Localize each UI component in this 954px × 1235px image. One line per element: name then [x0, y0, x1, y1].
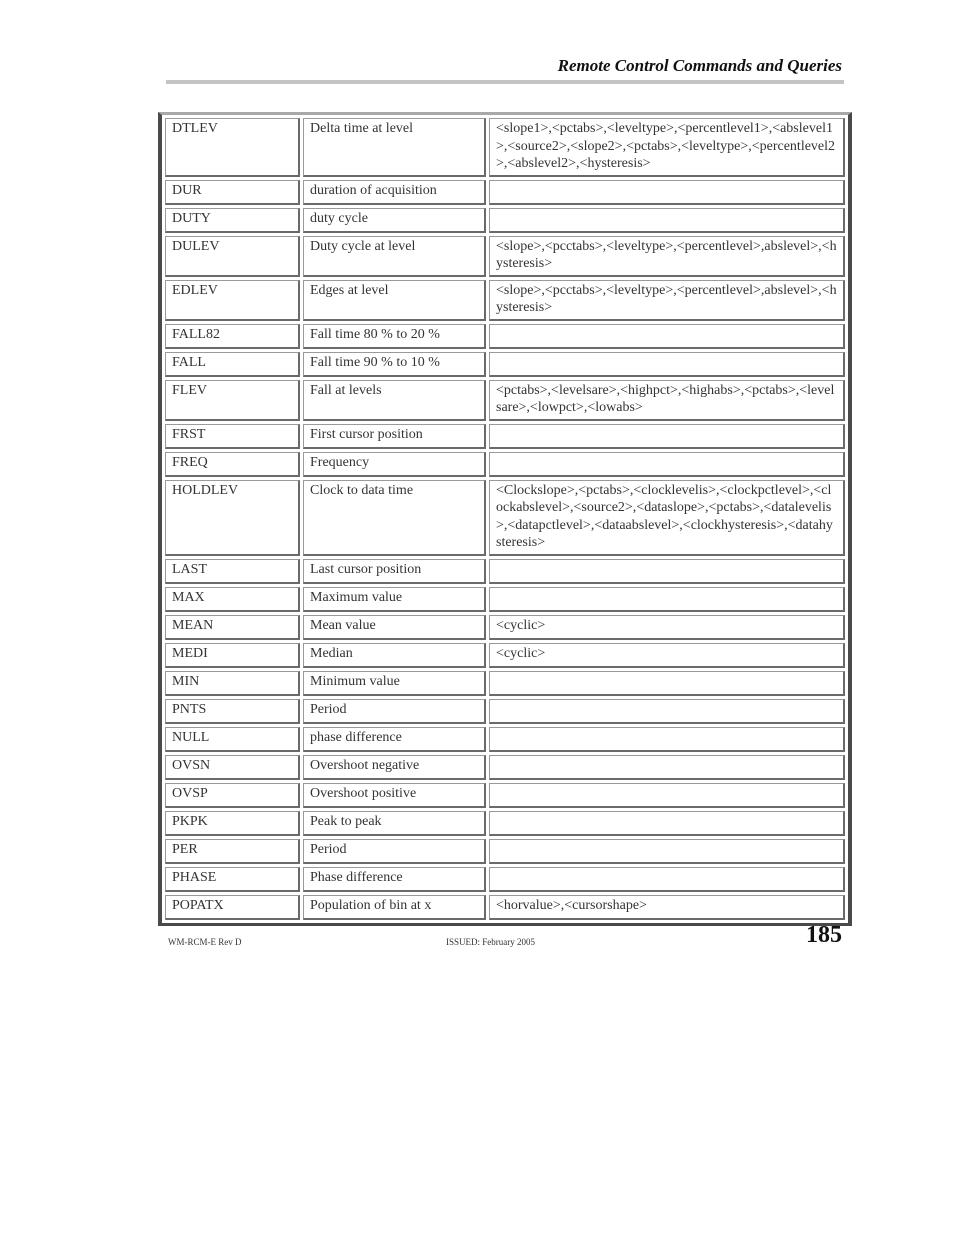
- table-row: [165, 380, 845, 421]
- table-row: [165, 587, 845, 612]
- description-cell: Mean value: [303, 615, 486, 640]
- arguments-cell: [489, 180, 845, 205]
- arguments-cell: [489, 559, 845, 584]
- command-cell: LAST: [165, 559, 300, 584]
- table-row: [165, 559, 845, 584]
- description-cell: Phase difference: [303, 867, 486, 892]
- arguments-cell: <horvalue>,<cursorshape>: [489, 895, 845, 920]
- table-row: [165, 452, 845, 477]
- table-row: [165, 727, 845, 752]
- description-cell: Frequency: [303, 452, 486, 477]
- description-cell: Minimum value: [303, 671, 486, 696]
- command-cell: FREQ: [165, 452, 300, 477]
- arguments-cell: [489, 783, 845, 808]
- table-row: [165, 480, 845, 556]
- arguments-cell: [489, 352, 845, 377]
- table-row: [165, 839, 845, 864]
- command-cell: POPATX: [165, 895, 300, 920]
- command-cell: OVSN: [165, 755, 300, 780]
- arguments-cell: <slope1>,<pctabs>,<leveltype>,<percentlevel1>,<abslevel1>,<source2>,<slope2>,<pctabs>,<leveltype>,<percentlevel2>,<abslevel2>,<hysteresis>: [489, 118, 845, 177]
- description-cell: Clock to data time: [303, 480, 486, 556]
- description-cell: phase difference: [303, 727, 486, 752]
- table-row: [165, 643, 845, 668]
- arguments-cell: [489, 424, 845, 449]
- description-cell: Edges at level: [303, 280, 486, 321]
- table-row: [165, 118, 845, 177]
- description-cell: Duty cycle at level: [303, 236, 486, 277]
- command-cell: EDLEV: [165, 280, 300, 321]
- command-cell: PNTS: [165, 699, 300, 724]
- table-row: [165, 783, 845, 808]
- arguments-cell: [489, 452, 845, 477]
- page-header-title: Remote Control Commands and Queries: [557, 56, 842, 75]
- command-cell: FRST: [165, 424, 300, 449]
- description-cell: Delta time at level: [303, 118, 486, 177]
- header-rule: [166, 80, 844, 84]
- table-row: [165, 615, 845, 640]
- description-cell: Period: [303, 699, 486, 724]
- command-cell: PHASE: [165, 867, 300, 892]
- arguments-cell: [489, 727, 845, 752]
- description-cell: duration of acquisition: [303, 180, 486, 205]
- arguments-cell: [489, 811, 845, 836]
- description-cell: Fall at levels: [303, 380, 486, 421]
- table-row: [165, 352, 845, 377]
- table-row: [165, 180, 845, 205]
- table-row: [165, 236, 845, 277]
- arguments-cell: <slope>,<pcctabs>,<leveltype>,<percentlevel>,abslevel>,<hysteresis>: [489, 236, 845, 277]
- description-cell: Population of bin at x: [303, 895, 486, 920]
- command-cell: HOLDLEV: [165, 480, 300, 556]
- description-cell: duty cycle: [303, 208, 486, 233]
- description-cell: Median: [303, 643, 486, 668]
- command-cell: NULL: [165, 727, 300, 752]
- arguments-cell: [489, 324, 845, 349]
- footer-doc-id: WM-RCM-E Rev D: [168, 937, 242, 947]
- description-cell: Period: [303, 839, 486, 864]
- table-row: [165, 811, 845, 836]
- command-cell: FLEV: [165, 380, 300, 421]
- command-cell: DULEV: [165, 236, 300, 277]
- command-cell: MAX: [165, 587, 300, 612]
- table-row: [165, 755, 845, 780]
- table-row: [165, 208, 845, 233]
- description-cell: Overshoot negative: [303, 755, 486, 780]
- command-cell: PKPK: [165, 811, 300, 836]
- arguments-cell: <Clockslope>,<pctabs>,<clocklevelis>,<clockpctlevel>,<clockabslevel>,<source2>,<dataslope>,<pctabs>,<datalevelis>,<datapctlevel>,<dataabslevel>,<clockhysteresis>,<datahysteresis>: [489, 480, 845, 556]
- arguments-cell: [489, 699, 845, 724]
- command-cell: OVSP: [165, 783, 300, 808]
- command-cell: MIN: [165, 671, 300, 696]
- command-cell: FALL82: [165, 324, 300, 349]
- table-row: [165, 867, 845, 892]
- command-cell: FALL: [165, 352, 300, 377]
- description-cell: Fall time 90 % to 10 %: [303, 352, 486, 377]
- command-cell: MEDI: [165, 643, 300, 668]
- arguments-cell: <cyclic>: [489, 615, 845, 640]
- arguments-cell: <pctabs>,<levelsare>,<highpct>,<highabs>,<pctabs>,<levelsare>,<lowpct>,<lowabs>: [489, 380, 845, 421]
- arguments-cell: [489, 587, 845, 612]
- description-cell: First cursor position: [303, 424, 486, 449]
- table-row: [165, 280, 845, 321]
- description-cell: Peak to peak: [303, 811, 486, 836]
- arguments-cell: [489, 671, 845, 696]
- table-row: [165, 424, 845, 449]
- table-row: [165, 324, 845, 349]
- arguments-cell: [489, 755, 845, 780]
- command-table-frame: [158, 112, 852, 926]
- command-cell: DTLEV: [165, 118, 300, 177]
- description-cell: Last cursor position: [303, 559, 486, 584]
- command-cell: MEAN: [165, 615, 300, 640]
- command-table: [162, 115, 848, 923]
- description-cell: Fall time 80 % to 20 %: [303, 324, 486, 349]
- description-cell: Maximum value: [303, 587, 486, 612]
- command-cell: DUR: [165, 180, 300, 205]
- arguments-cell: <slope>,<pcctabs>,<leveltype>,<percentlevel>,abslevel>,<hysteresis>: [489, 280, 845, 321]
- table-row: [165, 895, 845, 920]
- arguments-cell: [489, 839, 845, 864]
- footer-issued-date: ISSUED: February 2005: [446, 937, 535, 947]
- command-cell: PER: [165, 839, 300, 864]
- table-row: [165, 671, 845, 696]
- command-cell: DUTY: [165, 208, 300, 233]
- page-number: 185: [806, 922, 842, 948]
- arguments-cell: <cyclic>: [489, 643, 845, 668]
- arguments-cell: [489, 208, 845, 233]
- arguments-cell: [489, 867, 845, 892]
- description-cell: Overshoot positive: [303, 783, 486, 808]
- table-row: [165, 699, 845, 724]
